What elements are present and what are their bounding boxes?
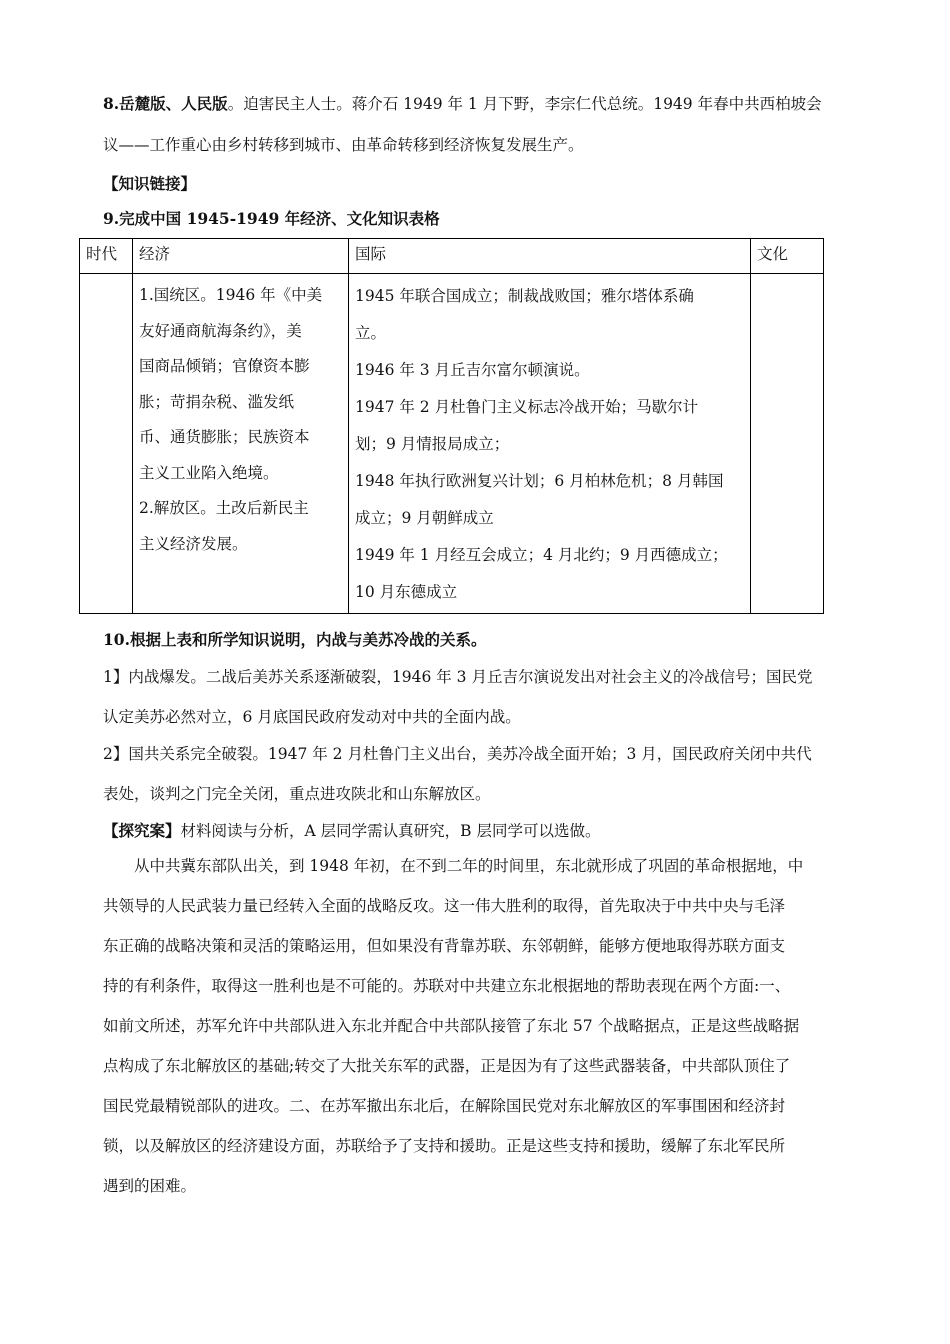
table-header-row — [80, 239, 824, 274]
header-culture: 文化 — [751, 239, 824, 274]
passage-line: 如前文所述，苏军允许中共部队进入东北并配合中共部队接管了东北 57 个战略据点，正是这些战略据 — [103, 1017, 800, 1035]
item8-line1 — [103, 92, 848, 114]
passage-line: 点构成了东北解放区的基础;转交了大批关东军的武器，正是因为有了这些武器装备，中共部队顶住了 — [103, 1057, 791, 1075]
item8-line2: 议——工作重心由乡村转移到城市、由革命转移到经济恢复发展生产。 — [103, 136, 584, 154]
item9-title: 9.完成中国 1945-1949 年经济、文化知识表格 — [103, 209, 440, 228]
passage-line: 遇到的困难。 — [103, 1177, 197, 1195]
point1-line2: 认定美苏必然对立，6 月底国民政府发动对中共的全面内战。 — [103, 708, 521, 726]
cell-era — [80, 274, 133, 614]
economy-line: 国商品倾销；官僚资本膨 — [139, 357, 310, 375]
cell-international — [349, 274, 751, 614]
economy-line: 主义经济发展。 — [139, 534, 248, 553]
item8-label: 8.岳麓版、人民版 — [103, 94, 228, 113]
international-line: 立。 — [355, 324, 387, 342]
cell-economy — [133, 274, 349, 614]
economy-line: 胀；苛捐杂税、滥发纸 — [139, 392, 295, 411]
international-line: 1949 年 1 月经互会成立；4 月北约；9 月西德成立； — [355, 546, 728, 564]
knowledge-link-heading: 【知识链接】 — [103, 174, 197, 193]
header-international: 国际 — [349, 239, 751, 274]
economy-line: 主义工业陷入绝境。 — [139, 463, 279, 482]
explore-line — [103, 819, 848, 841]
international-line: 10 月东德成立 — [355, 583, 458, 601]
reading-passage — [103, 852, 848, 1212]
point2-line2: 表处，谈判之门完全关闭，重点进攻陕北和山东解放区。 — [103, 785, 491, 803]
item8-text: 。迫害民主人士。蒋介石 1949 年 1 月下野，李宗仁代总统。1949 年春中共西柏坡会 — [227, 95, 822, 113]
explore-text: 材料阅读与分析，A 层同学需认真研究，B 层同学可以选做。 — [180, 822, 601, 840]
international-line: 1947 年 2 月杜鲁门主义标志冷战开始；马歇尔计 — [355, 398, 699, 416]
passage-line: 国民党最精锐部队的进攻。二、在苏军撤出东北后，在解除国民党对东北解放区的军事围困和经济封 — [103, 1097, 786, 1115]
point2-line1: 2】国共关系完全破裂。1947 年 2 月杜鲁门主义出台，美苏冷战全面开始；3 月，国民政府关闭中共代 — [103, 745, 812, 763]
international-line: 划；9 月情报局成立； — [355, 435, 510, 453]
economy-line: 2.解放区。土改后新民主 — [139, 499, 309, 517]
international-line: 1945 年联合国成立；制裁战败国；雅尔塔体系确 — [355, 287, 694, 305]
economy-line: 币、通货膨胀；民族资本 — [139, 428, 310, 446]
passage-line: 东正确的战略决策和灵活的策略运用，但如果没有背靠苏联、东邻朝鲜，能够方便地取得苏联方面支 — [103, 937, 786, 955]
table-row — [80, 274, 824, 614]
point1-line1: 1】内战爆发。二战后美苏关系逐渐破裂，1946 年 3 月丘吉尔演说发出对社会主义的冷战信号；国民党 — [103, 668, 813, 686]
item10-title: 10.根据上表和所学知识说明，内战与美苏冷战的关系。 — [103, 630, 487, 649]
international-line: 1946 年 3 月丘吉尔富尔顿演说。 — [355, 361, 590, 379]
passage-line: 持的有利条件，取得这一胜利也是不可能的。苏联对中共建立东北根据地的帮助表现在两个方面:一、 — [103, 977, 791, 995]
international-line: 成立；9 月朝鲜成立 — [355, 509, 494, 527]
explore-label: 【探究案】 — [103, 821, 181, 840]
economy-line: 1.国统区。1946 年《中美 — [139, 286, 323, 304]
passage-line: 锁，以及解放区的经济建设方面，苏联给予了支持和援助。正是这些支持和援助，缓解了东北军民所 — [103, 1137, 786, 1155]
cell-culture — [751, 274, 824, 614]
header-economy: 经济 — [133, 239, 349, 274]
passage-line: 从中共冀东部队出关，到 1948 年初，在不到二年的时间里，东北就形成了巩固的革命根据地，中 — [103, 857, 804, 875]
header-era: 时代 — [80, 239, 133, 274]
economy-line: 友好通商航海条约》，美 — [139, 321, 302, 340]
international-line: 1948 年执行欧洲复兴计划；6 月柏林危机；8 月韩国 — [355, 472, 724, 490]
passage-line: 共领导的人民武装力量已经转入全面的战略反攻。这一伟大胜利的取得，首先取决于中共中央与毛泽 — [103, 897, 786, 915]
knowledge-table — [79, 238, 824, 614]
